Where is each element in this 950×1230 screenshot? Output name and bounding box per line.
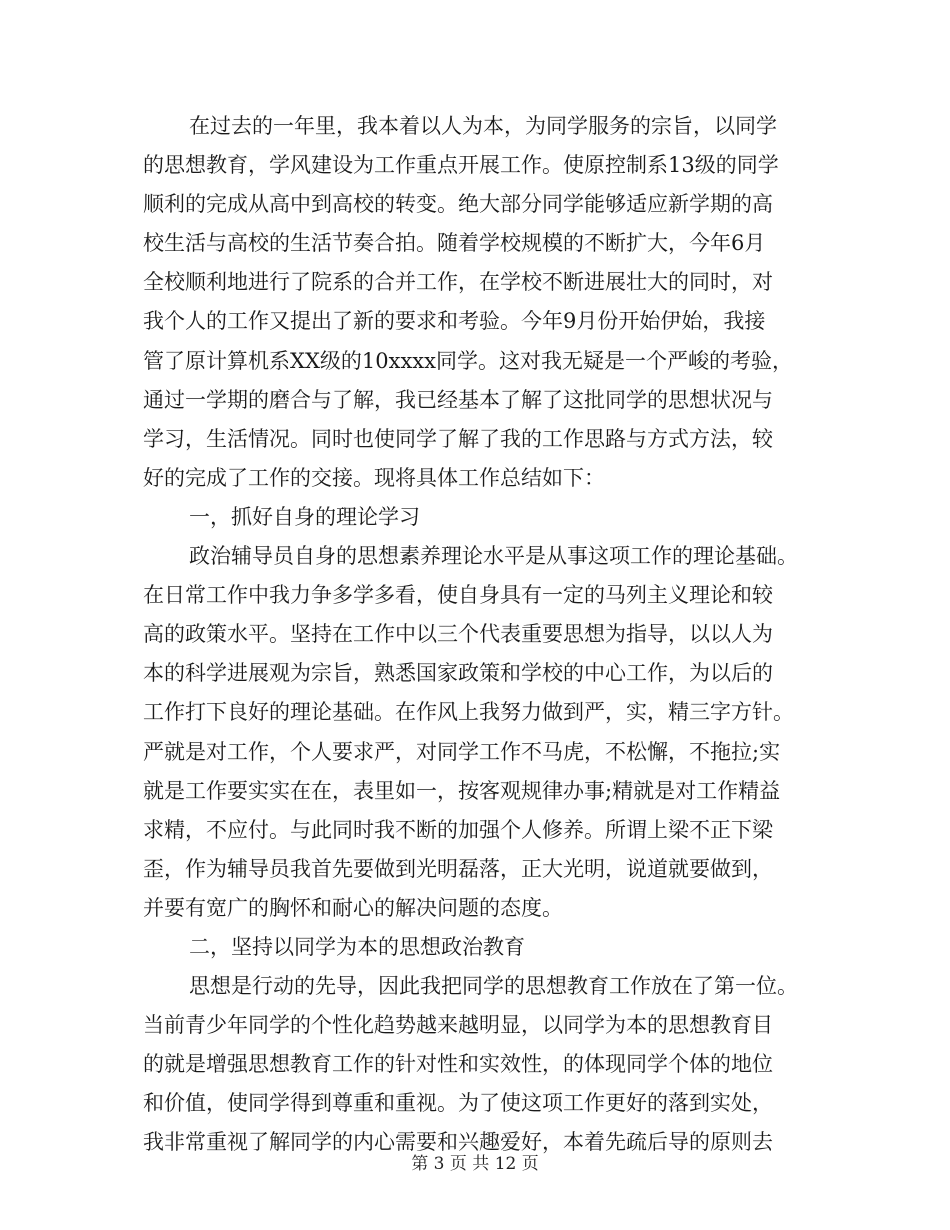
section-heading-2: 二，坚持以同学为本的思想政治教育 xyxy=(189,934,525,959)
text-line: 歪，作为辅导员我首先要做到光明磊落，正大光明，说道就要做到， xyxy=(143,856,773,881)
text-line: 我个人的工作又提出了新的要求和考验。今年9月份开始伊始，我接 xyxy=(143,309,766,334)
page-number-footer: 第 3 页 共 12 页 xyxy=(411,1154,539,1174)
text-line: 好的完成了工作的交接。现将具体工作总结如下： xyxy=(143,465,605,490)
text-line: 校生活与高校的生活节奏合拍。随着学校规模的不断扩大，今年6月 xyxy=(143,231,766,256)
text-line: 在日常工作中我力争多学多看，使自身具有一定的马列主义理论和较 xyxy=(143,583,773,608)
text-line: 顺利的完成从高中到高校的转变。绝大部分同学能够适应新学期的高 xyxy=(143,192,773,217)
text-line: 当前青少年同学的个性化趋势越来越明显，以同学为本的思想教育目 xyxy=(143,1013,773,1038)
text-line: 通过一学期的磨合与了解，我已经基本了解了这批同学的思想状况与 xyxy=(143,387,773,412)
section-heading-1: 一，抓好自身的理论学习 xyxy=(189,504,420,529)
text-line: 工作打下良好的理论基础。在作风上我努力做到严，实，精三字方针。 xyxy=(143,700,794,725)
text-line: 政治辅导员自身的思想素养理论水平是从事这项工作的理论基础。 xyxy=(189,544,798,569)
text-line: 的就是增强思想教育工作的针对性和实效性，的体现同学个体的地位 xyxy=(143,1052,773,1077)
text-line: 并要有宽广的胸怀和耐心的解决问题的态度。 xyxy=(143,895,563,920)
text-line: 本的科学进展观为宗旨，熟悉国家政策和学校的中心工作，为以后的 xyxy=(143,661,773,686)
text-line: 我非常重视了解同学的内心需要和兴趣爱好，本着先疏后导的原则去 xyxy=(143,1130,773,1155)
text-line: 和价值，使同学得到尊重和重视。为了使这项工作更好的落到实处， xyxy=(143,1091,773,1116)
text-line: 求精，不应付。与此同时我不断的加强个人修养。所谓上梁不正下梁 xyxy=(143,817,773,842)
text-line: 的思想教育，学风建设为工作重点开展工作。使原控制系13级的同学 xyxy=(143,153,779,178)
text-line: 学习，生活情况。同时也使同学了解了我的工作思路与方式方法，较 xyxy=(143,426,773,451)
text-line: 就是工作要实实在在，表里如一，按客观规律办事;精就是对工作精益 xyxy=(143,778,781,803)
text-line: 在过去的一年里，我本着以人为本，为同学服务的宗旨，以同学 xyxy=(189,114,777,138)
text-line: 高的政策水平。坚持在工作中以三个代表重要思想为指导，以以人为 xyxy=(143,622,773,647)
text-line: 思想是行动的先导，因此我把同学的思想教育工作放在了第一位。 xyxy=(189,974,798,999)
body-text xyxy=(143,107,813,1163)
text-line: 全校顺利地进行了院系的合并工作，在学校不断进展壮大的同时，对 xyxy=(143,270,773,295)
text-line: 严就是对工作，个人要求严，对同学工作不马虎，不松懈，不拖拉;实 xyxy=(143,739,781,764)
text-line: 管了原计算机系XX级的10xxxx同学。这对我无疑是一个严峻的考验， xyxy=(143,348,793,373)
